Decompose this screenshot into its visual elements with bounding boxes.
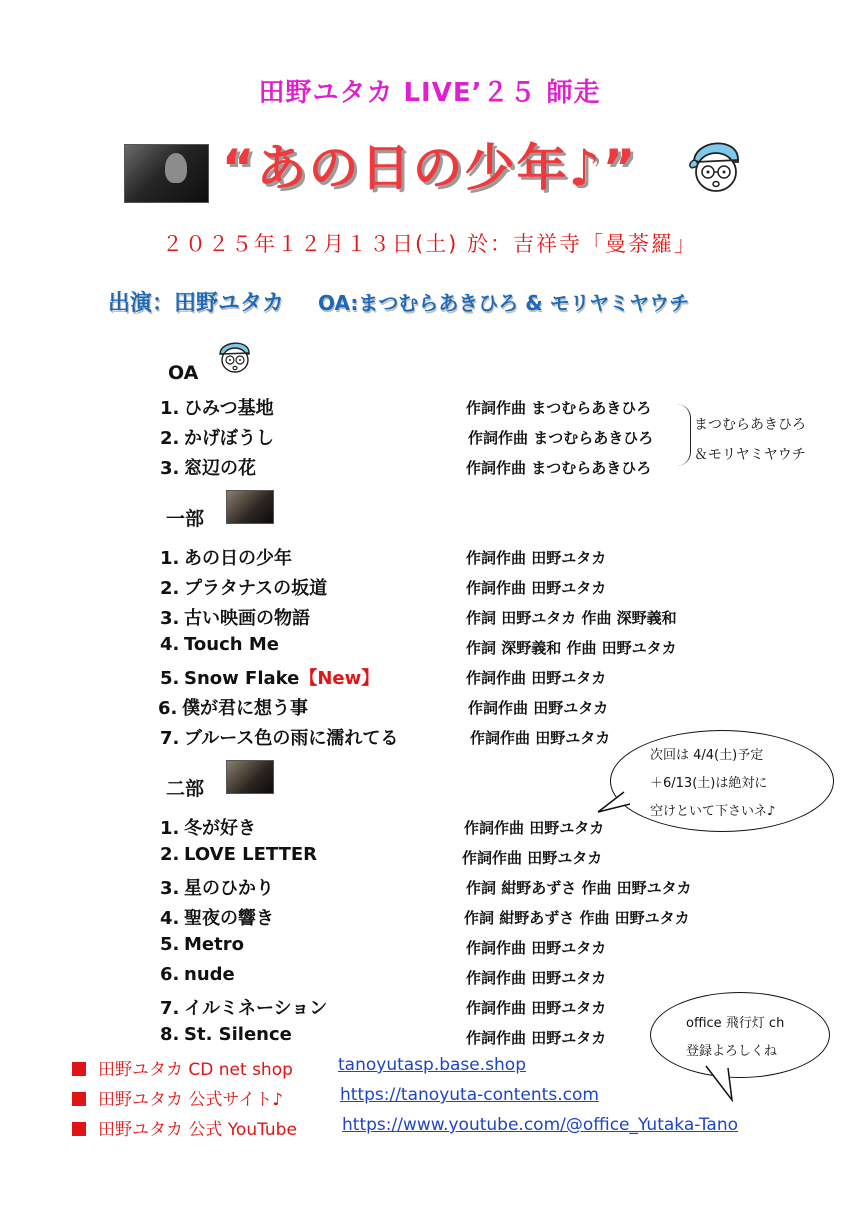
section-heading-part1: 一部 (166, 508, 205, 530)
song-number: 7. (160, 728, 180, 749)
song-credit: 作詞作曲 田野ユタカ (470, 729, 611, 747)
song-title: あの日の少年 (184, 548, 292, 569)
song-title: Touch Me (184, 634, 279, 655)
song-number: 2. (160, 578, 180, 599)
performer-thumbnail (226, 490, 274, 524)
song-number: 3. (160, 458, 180, 479)
event-date-venue: ２０２５年１２月１３日(土) 於：吉祥寺「曼荼羅」 (161, 232, 698, 256)
song-title: LOVE LETTER (184, 844, 318, 865)
song-number: 1. (160, 818, 180, 839)
song-credit: 作詞 田野ユタカ 作曲 深野義和 (466, 609, 677, 627)
section-heading-oa: OA (168, 362, 199, 384)
setlist-song (160, 904, 274, 930)
song-title: nude (184, 964, 235, 985)
song-title: Snow Flake (184, 668, 300, 689)
performers-opening-act: OA:まつむらあきひろ & モリヤミヤウチ (318, 291, 690, 315)
link-row-youtube (72, 1115, 832, 1140)
song-title: 僕が君に想う事 (182, 698, 308, 719)
setlist-song (158, 694, 308, 720)
link-row-site (72, 1085, 772, 1110)
setlist-song (160, 934, 244, 955)
song-credit: 作詞 深野義和 作曲 田野ユタカ (466, 639, 677, 657)
song-number: 2. (160, 428, 180, 449)
performer-thumbnail (226, 760, 274, 794)
song-number: 1. (160, 398, 180, 419)
bullet-square-icon (72, 1092, 86, 1106)
bullet-square-icon (72, 1122, 86, 1136)
song-number: 6. (160, 964, 180, 985)
song-title: 聖夜の響き (184, 908, 274, 929)
song-title: ひみつ基地 (184, 398, 274, 419)
song-credit: 作詞作曲 田野ユタカ (466, 579, 607, 597)
setlist-song (160, 634, 279, 655)
setlist-song (160, 544, 292, 570)
cartoon-face-cap-icon (686, 132, 744, 194)
note-line: office 飛行灯 ch (686, 1016, 785, 1031)
song-number: 3. (160, 878, 180, 899)
note-line: 登録よろしくね (686, 1044, 778, 1059)
oa-note-line: ＆モリヤミヤウチ (694, 447, 806, 463)
song-title: 古い映画の物語 (184, 608, 310, 629)
performers-line (108, 286, 689, 317)
note-line: ＋6/13(土)は絶対に (650, 776, 768, 791)
song-credit: 作詞作曲 まつむらあきひろ (466, 399, 652, 417)
song-credit: 作詞作曲 田野ユタカ (466, 1029, 607, 1047)
setlist-song (160, 964, 235, 985)
song-credit: 作詞作曲 田野ユタカ (468, 699, 609, 717)
event-title: “あの日の少年♪” (221, 139, 638, 197)
link-label: 田野ユタカ 公式サイト♪ (98, 1090, 284, 1110)
song-title: Metro (184, 934, 244, 955)
song-number: 1. (160, 548, 180, 569)
song-number: 4. (160, 634, 180, 655)
setlist-song (160, 454, 256, 480)
song-number: 3. (160, 608, 180, 629)
song-credit: 作詞 紺野あずさ 作曲 田野ユタカ (464, 909, 690, 927)
oa-brace (676, 404, 691, 466)
setlist-song (160, 394, 274, 420)
performers-main: 出演：田野ユタカ (108, 291, 285, 316)
song-title: プラタナスの坂道 (184, 578, 328, 599)
song-title: ブルース色の雨に濡れてる (184, 728, 399, 749)
bullet-square-icon (72, 1062, 86, 1076)
song-title: かげぼうし (184, 428, 274, 449)
event-headline: 田野ユタカ LIVE’２５ 師走 (258, 78, 601, 108)
note-line: 空けといて下さいネ♪ (650, 804, 776, 819)
link-label: 田野ユタカ CD net shop (98, 1060, 293, 1080)
bubble-tail (596, 790, 632, 820)
setlist-song (160, 604, 310, 630)
song-title: 冬が好き (184, 818, 256, 839)
song-title: St. Silence (184, 1024, 292, 1045)
song-title: イルミネーション (184, 998, 328, 1019)
section-heading-part2: 二部 (166, 778, 205, 800)
song-credit: 作詞作曲 田野ユタカ (466, 549, 607, 567)
oa-note-line: まつむらあきひろ (694, 417, 806, 433)
shop-link[interactable]: tanoyutasp.base.shop (338, 1055, 526, 1075)
song-number: 7. (160, 998, 180, 1019)
new-badge: 【New】 (299, 668, 380, 689)
song-credit: 作詞作曲 田野ユタカ (466, 999, 607, 1017)
setlist-song (160, 844, 317, 865)
setlist-song (160, 664, 379, 690)
setlist-song (160, 574, 327, 600)
song-number: 4. (160, 908, 180, 929)
link-row-shop (72, 1055, 772, 1080)
song-number: 8. (160, 1024, 180, 1045)
cartoon-face-small-icon (215, 338, 253, 374)
oa-performers-note (694, 410, 806, 470)
song-number: 6. (158, 698, 178, 719)
song-title: 窓辺の花 (184, 458, 256, 479)
youtube-link[interactable]: https://www.youtube.com/@office_Yutaka-Tano (342, 1115, 738, 1135)
song-credit: 作詞作曲 田野ユタカ (464, 819, 605, 837)
setlist-song (160, 814, 256, 840)
setlist-song (160, 874, 274, 900)
setlist-song (160, 724, 398, 750)
song-number: 5. (160, 668, 180, 689)
song-credit: 作詞作曲 田野ユタカ (466, 669, 607, 687)
next-show-note (650, 742, 775, 826)
link-label: 田野ユタカ 公式 YouTube (98, 1120, 297, 1140)
song-title: 星のひかり (184, 878, 274, 899)
song-credit: 作詞作曲 田野ユタカ (466, 969, 607, 987)
song-credit: 作詞作曲 田野ユタカ (466, 939, 607, 957)
song-credit: 作詞作曲 まつむらあきひろ (466, 459, 652, 477)
song-credit: 作詞作曲 田野ユタカ (462, 849, 603, 867)
setlist-song (160, 1024, 292, 1045)
setlist-song (160, 994, 327, 1020)
note-line: 次回は 4/4(土)予定 (650, 748, 764, 763)
song-credit: 作詞作曲 まつむらあきひろ (468, 429, 654, 447)
song-number: 5. (160, 934, 180, 955)
setlist-song (160, 424, 274, 450)
song-number: 2. (160, 844, 180, 865)
official-site-link[interactable]: https://tanoyuta-contents.com (340, 1085, 599, 1105)
song-credit: 作詞 紺野あずさ 作曲 田野ユタカ (466, 879, 692, 897)
